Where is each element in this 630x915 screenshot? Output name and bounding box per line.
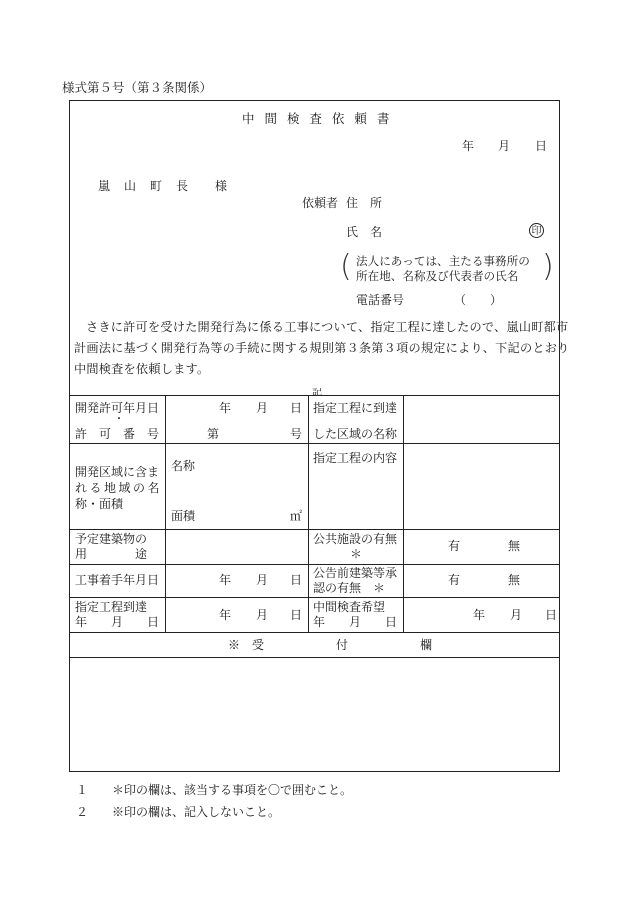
public-facility-no: 無 — [508, 539, 521, 553]
phone-label: 電話番号 — [356, 293, 405, 307]
permit-dai: 第 — [207, 427, 220, 441]
reached-year: 年 — [219, 608, 232, 622]
insp-year: 年 — [473, 608, 486, 622]
planned-building-label-2: 用 途 — [75, 547, 148, 561]
seal-mark: 印 — [529, 223, 544, 238]
area-label-3: 称・面積 — [75, 497, 124, 511]
sqm-unit: ㎡ — [290, 509, 303, 523]
right-paren-icon: ) — [542, 249, 554, 284]
date-day: 日 — [535, 139, 548, 153]
corp-note-line2: 所在地、名称及び代表者の氏名 — [356, 269, 519, 283]
start-year: 年 — [219, 573, 232, 587]
area-label-2: れる地域の名 — [75, 481, 163, 495]
area-size-label: 面積 — [171, 509, 196, 523]
col-rule-1 — [165, 395, 166, 632]
pre-notice-label-2: 認の有無 ＊ — [313, 581, 386, 595]
permit-dot: ・ — [114, 414, 124, 425]
reached-day: 日 — [290, 608, 303, 622]
permit-year: 年 — [219, 401, 232, 415]
row-rule-1 — [69, 443, 560, 444]
area-label-1: 開発区域に含ま — [75, 465, 160, 479]
public-facility-star: ＊ — [350, 547, 363, 561]
reached-date-label-2: 年 月 日 — [75, 615, 160, 629]
pre-notice-label-1: 公告前建築等承 — [313, 566, 398, 580]
table-top-rule — [69, 395, 560, 396]
reception-label: ※ 受 付 欄 — [228, 638, 433, 652]
process-content-label: 指定工程の内容 — [313, 451, 398, 465]
start-month: 月 — [256, 573, 269, 587]
planned-building-label-1: 予定建築物の — [75, 532, 148, 546]
public-facility-yes: 有 — [448, 539, 461, 553]
start-date-label: 工事着手年月日 — [75, 573, 160, 587]
insp-request-label-1: 中間検査希望 — [313, 600, 386, 614]
row-rule-3 — [69, 564, 560, 565]
pre-notice-no: 無 — [508, 573, 521, 587]
reached-area-label-1: 指定工程に到達 — [313, 401, 398, 415]
reached-area-label-2: した区域の名称 — [313, 427, 398, 441]
area-name-label: 名称 — [171, 459, 196, 473]
row-rule-5 — [69, 632, 560, 633]
permit-go: 号 — [290, 427, 303, 441]
date-year: 年 — [462, 139, 475, 153]
form-number: 様式第５号（第３条関係） — [62, 80, 213, 95]
reached-date-label-1: 指定工程到達 — [75, 600, 148, 614]
row-rule-4 — [69, 597, 560, 598]
corp-note-line1: 法人にあっては、主たる事務所の — [356, 254, 530, 268]
insp-day: 日 — [545, 608, 558, 622]
date-month: 月 — [498, 139, 511, 153]
reached-month: 月 — [256, 608, 269, 622]
insp-request-label-2: 年 月 日 — [313, 615, 398, 629]
name-label: 氏 名 — [346, 225, 383, 239]
reception-area — [70, 658, 559, 771]
left-paren-icon: ( — [340, 249, 352, 284]
start-day: 日 — [290, 573, 303, 587]
form-title: 中 間 検 査 依 頼 書 — [242, 111, 393, 126]
public-facility-label: 公共施設の有無 — [313, 532, 398, 546]
note-1: １ ＊印の欄は、該当する事項を〇で囲むこと。 — [76, 783, 353, 797]
ki-label: 記 — [312, 388, 322, 395]
permit-day: 日 — [290, 401, 303, 415]
permit-month: 月 — [256, 401, 269, 415]
col-rule-2 — [308, 395, 309, 632]
permit-date-label: 開発許可年月日 — [75, 401, 160, 415]
address-label: 住 所 — [346, 196, 383, 210]
row-rule-2 — [69, 529, 560, 530]
body-line-3: 中間検査を依頼します。 — [74, 362, 210, 376]
pre-notice-yes: 有 — [448, 573, 461, 587]
phone-parens: （ ） — [454, 293, 503, 307]
col-rule-3 — [403, 395, 404, 632]
body-line-2: 計画法に基づく開発行為等の手続に関する規則第３条第３項の規定により、下記のとおり — [74, 341, 570, 355]
addressee: 嵐 山 町 長 様 — [98, 179, 229, 193]
requester-label: 依頼者 — [302, 196, 339, 210]
body-line-1: さきに許可を受けた開発行為に係る工事について、指定工程に達したので、嵐山町都市 — [86, 320, 569, 334]
insp-month: 月 — [510, 608, 523, 622]
permit-no-label: 許 可 番 号 — [75, 427, 160, 441]
note-2: ２ ※印の欄は、記入しないこと。 — [76, 805, 281, 819]
